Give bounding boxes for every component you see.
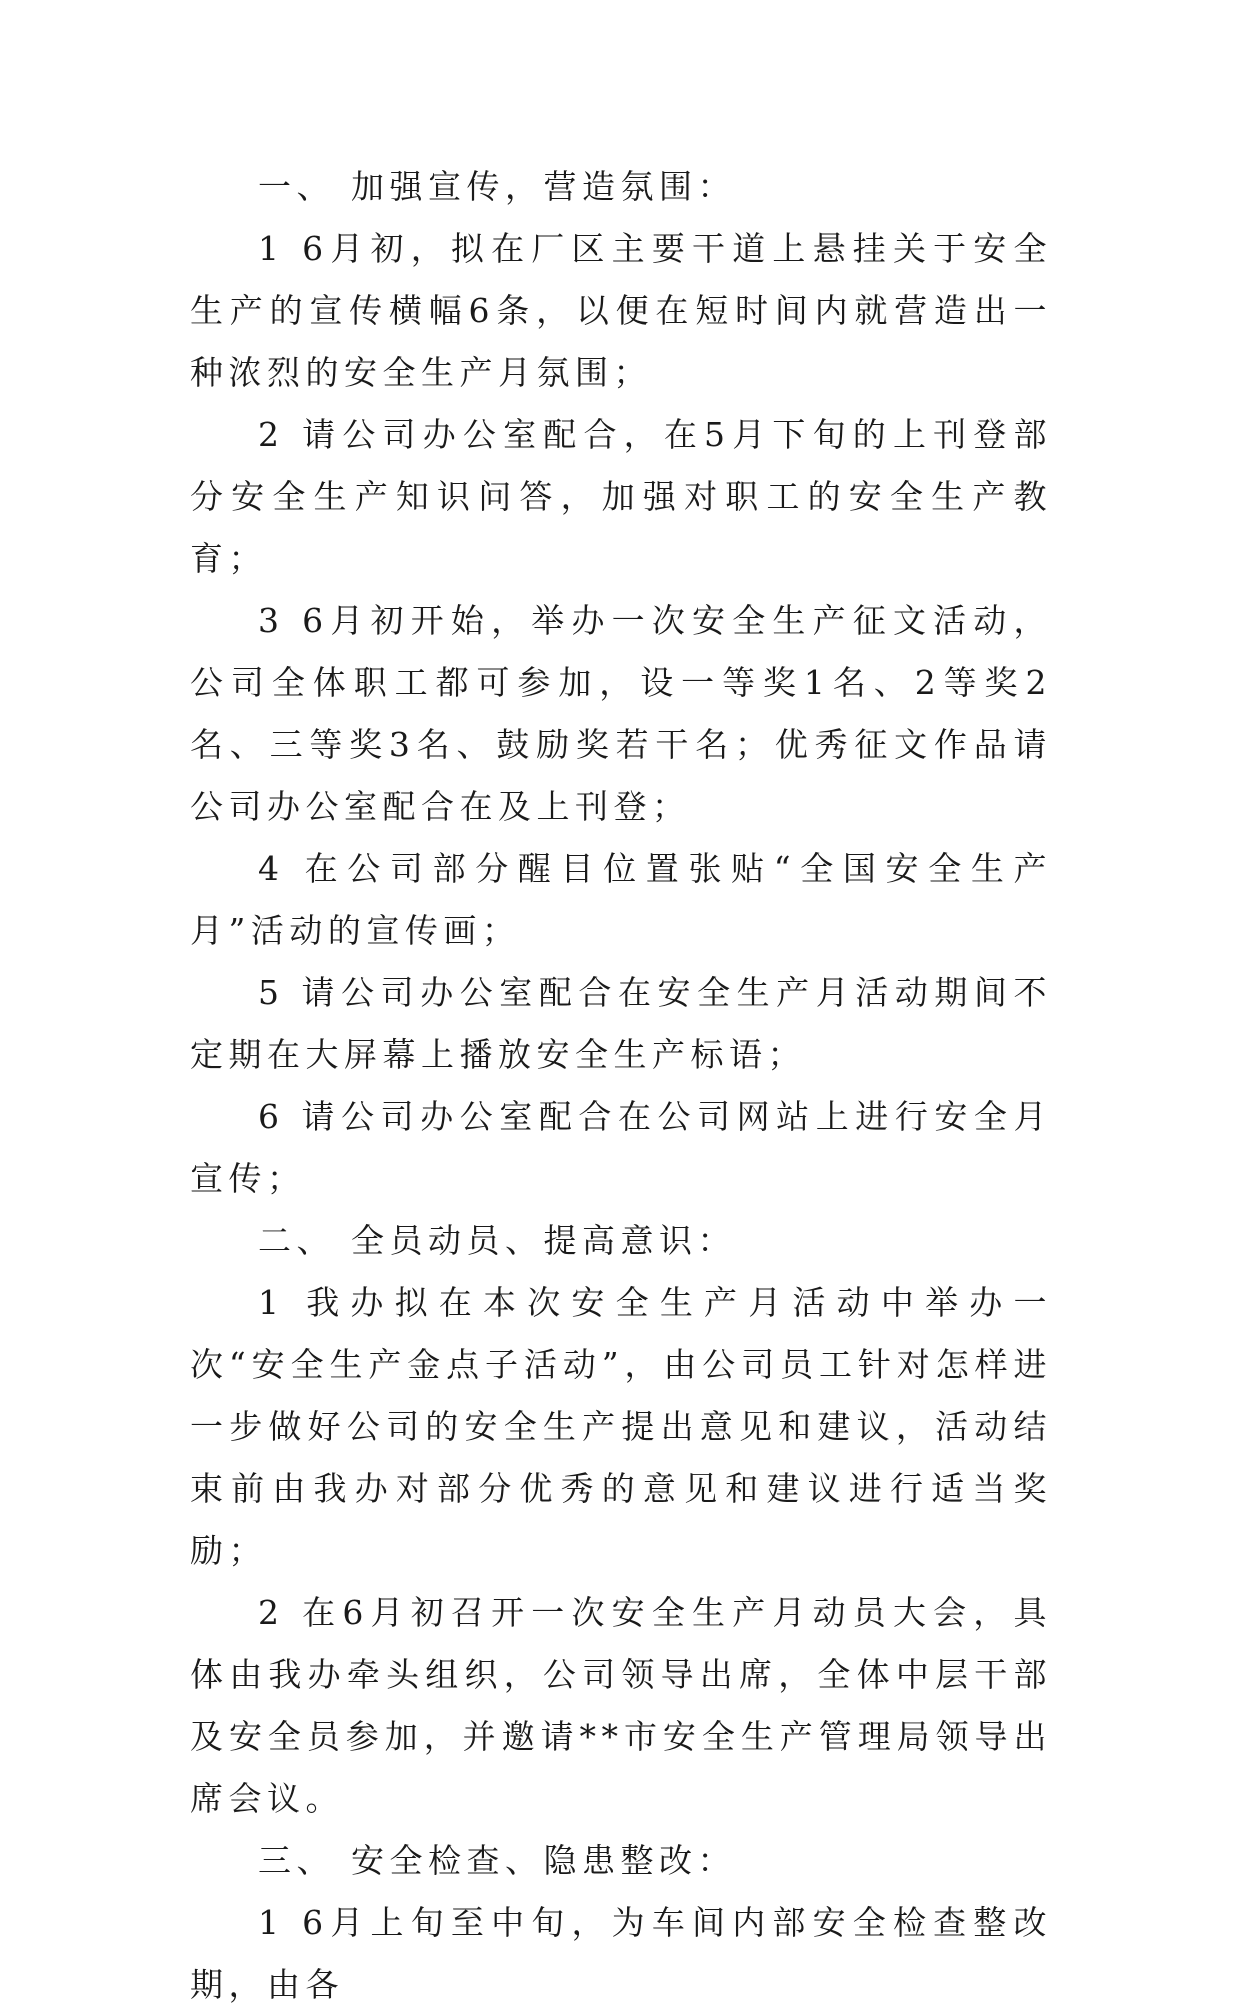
section-heading-2: 二、 全员动员、提高意识：	[258, 1221, 736, 1260]
document-body	[190, 156, 1052, 2016]
paragraph-item: 6 请公司办公室配合在公司网站上进行安全月宣传；	[190, 1097, 1052, 1198]
paragraph-item: 1 我办拟在本次安全生产月活动中举办一次“安全生产金点子活动”，由公司员工针对怎样进一步做好公司的安全生产提出意见和建议，活动结束前由我办对部分优秀的意见和建议进行适当奖励；	[190, 1283, 1052, 1570]
paragraph-item: 1 6月上旬至中旬，为车间内部安全检查整改期，由各	[190, 1903, 1052, 2004]
paragraph-item: 2 请公司办公室配合，在5月下旬的上刊登部分安全生产知识问答，加强对职工的安全生产教育；	[190, 415, 1052, 578]
section-heading-3: 三、 安全检查、隐患整改：	[258, 1841, 736, 1880]
paragraph-item: 3 6月初开始，举办一次安全生产征文活动，公司全体职工都可参加，设一等奖1名、2等奖2名、三等奖3名、鼓励奖若干名；优秀征文作品请公司办公室配合在及上刊登；	[190, 601, 1052, 826]
paragraph-item: 1 6月初，拟在厂区主要干道上悬挂关于安全生产的宣传横幅6条，以便在短时间内就营造出一种浓烈的安全生产月氛围；	[190, 229, 1052, 392]
paragraph-item: 4 在公司部分醒目位置张贴“全国安全生产月”活动的宣传画；	[190, 849, 1052, 950]
paragraph-item: 5 请公司办公室配合在安全生产月活动期间不定期在大屏幕上播放安全生产标语；	[190, 973, 1052, 1074]
paragraph-item: 2 在6月初召开一次安全生产月动员大会，具体由我办牵头组织，公司领导出席，全体中层干部及安全员参加，并邀请**市安全生产管理局领导出席会议。	[190, 1593, 1052, 1818]
section-heading-1: 一、 加强宣传，营造氛围：	[258, 167, 736, 206]
